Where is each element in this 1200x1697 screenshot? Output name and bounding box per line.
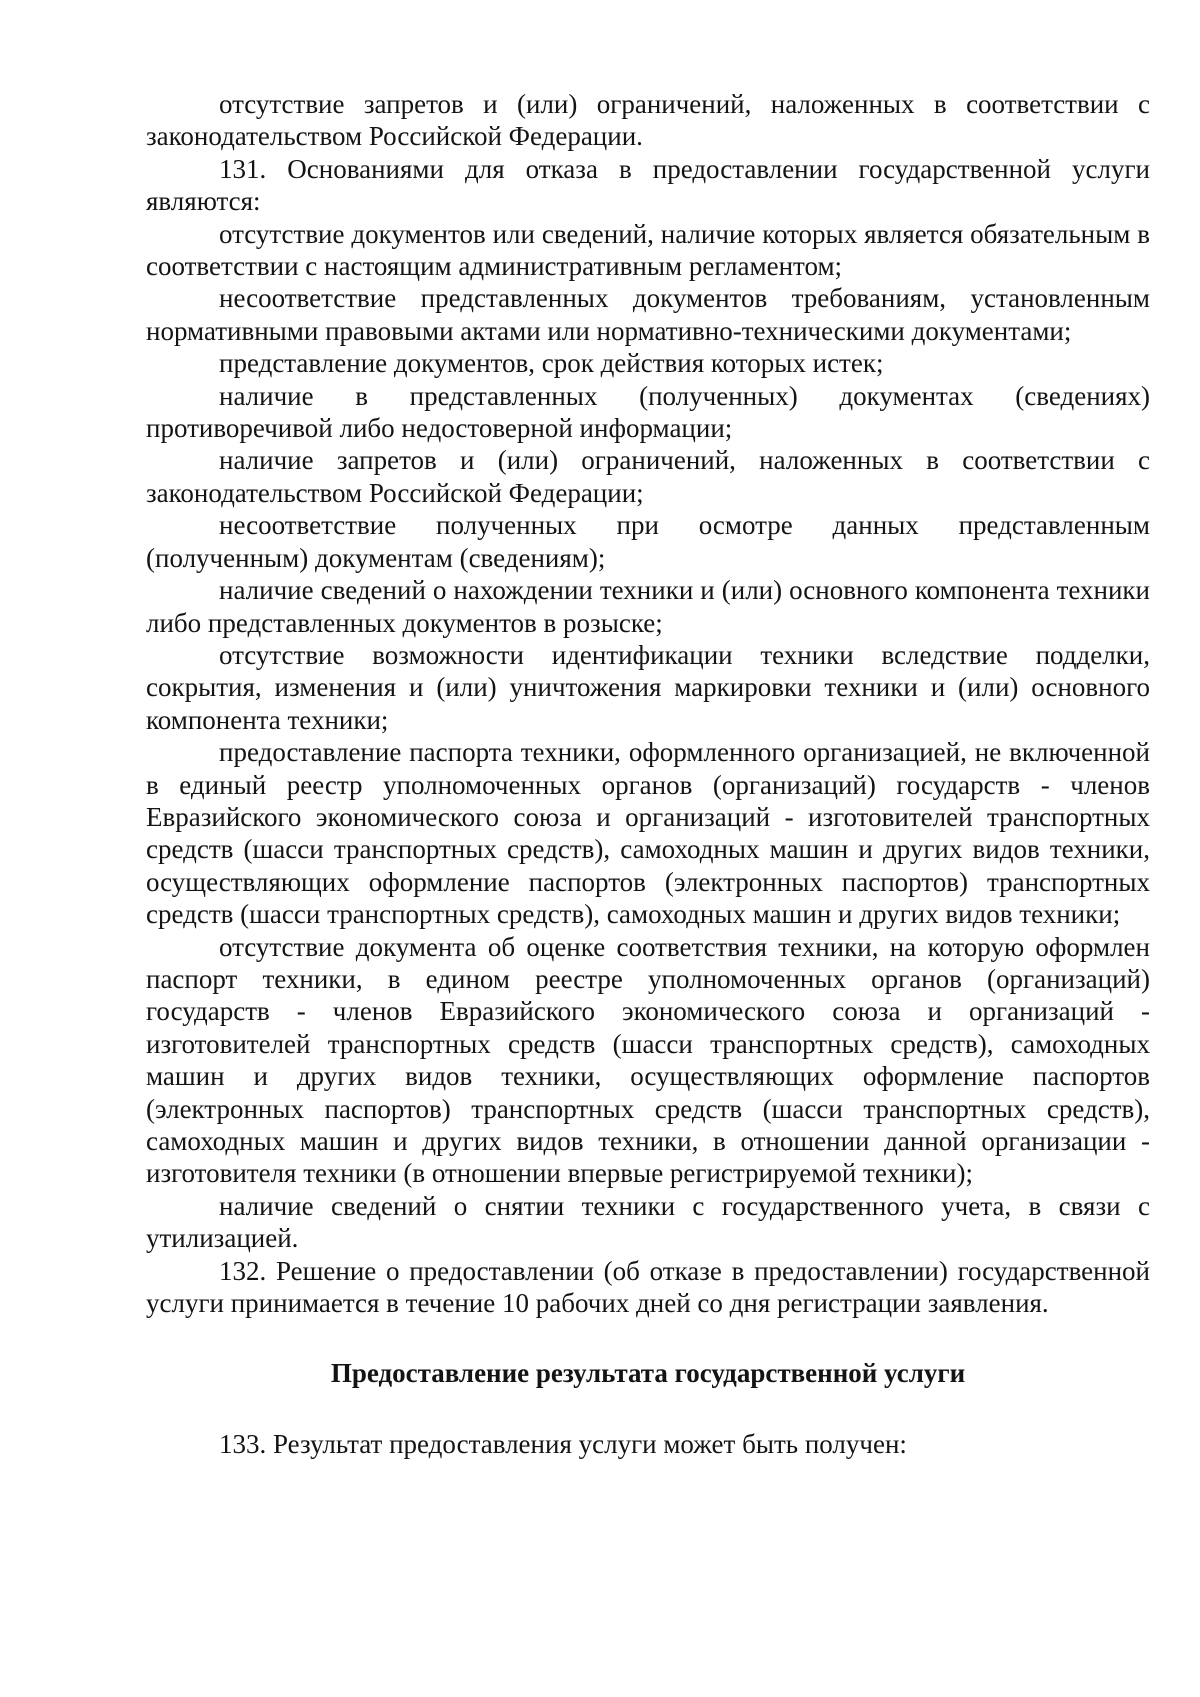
list-item-inspection-mismatch: несоответствие полученных при осмотре данных представленным (полученным) документам (сведениям); bbox=[146, 510, 1150, 573]
list-item-wanted-search: наличие сведений о нахождении техники и (или) основного компонента техники либо представленных документов в розыске; bbox=[146, 575, 1150, 638]
list-item-contradictory-info: наличие в представленных (полученных) документах (сведениях) противоречивой либо недостоверной информации; bbox=[146, 380, 1150, 444]
list-item-noncompliance: несоответствие представленных документов требованиям, установленным нормативными правовыми актами или нормативно-техническими документами; bbox=[146, 283, 1150, 346]
list-item-missing-documents: отсутствие документов или сведений, наличие которых является обязательным в соответствии с настоящим административным регламентом; bbox=[146, 218, 1150, 282]
paragraph-132: 132. Решение о предоставлении (об отказе в предоставлении) государственной услуги принимается в течение 10 рабочих дней со дня регистрации заявления. bbox=[146, 1255, 1150, 1319]
paragraph-prohibitions-absence: отсутствие запретов и (или) ограничений, наложенных в соответствии с законодательством Российской Федерации. bbox=[146, 89, 1150, 152]
list-item-expired-documents: представление документов, срок действия которых истек; bbox=[219, 348, 884, 379]
paragraph-131: 131. Основаниями для отказа в предоставлении государственной услуги являются: bbox=[146, 153, 1150, 217]
list-item-conformity-document-absent: отсутствие документа об оценке соответствия техники, на которую оформлен паспорт техники, в едином реестре уполномоченных органов (организаций) государств - членов Евразийского экономического союза и организаций - изготовителей транспортных средств (шасси транспортных средств), самоходных машин и других видов техники, осуществляющих оформление паспортов (электронных паспортов) транспортных средств (шасси транспортных средств), самоходных машин и других видов техники, в отношении данной организации - изготовителя техники (в отношении впервые регистрируемой техники); bbox=[146, 931, 1150, 1189]
paragraph-133: 133. Результат предоставления услуги может быть получен: bbox=[219, 1428, 907, 1459]
list-item-identification-impossible: отсутствие возможности идентификации техники вследствие подделки, сокрытия, изменения и (или) уничтожения маркировки техники и (или) основного компонента техники; bbox=[146, 639, 1150, 735]
document-page bbox=[146, 88, 1150, 1460]
list-item-deregistration-recycling: наличие сведений о снятии техники с государственного учета, в связи с утилизацией. bbox=[146, 1190, 1150, 1254]
list-item-prohibitions: наличие запретов и (или) ограничений, наложенных в соответствии с законодательством Российской Федерации; bbox=[146, 445, 1150, 508]
section-heading: Предоставление результата государственной услуги bbox=[330, 1358, 966, 1389]
list-item-passport-unregistered-org: предоставление паспорта техники, оформленного организацией, не включенной в единый реестр уполномоченных органов (организаций) государств - членов Евразийского экономического союза и организаций - изготовителей транспортных средств (шасси транспортных средств), самоходных машин и других видов техники, осуществляющих оформление паспортов (электронных паспортов) транспортных средств (шасси транспортных средств), самоходных машин и других видов техники; bbox=[146, 737, 1150, 930]
